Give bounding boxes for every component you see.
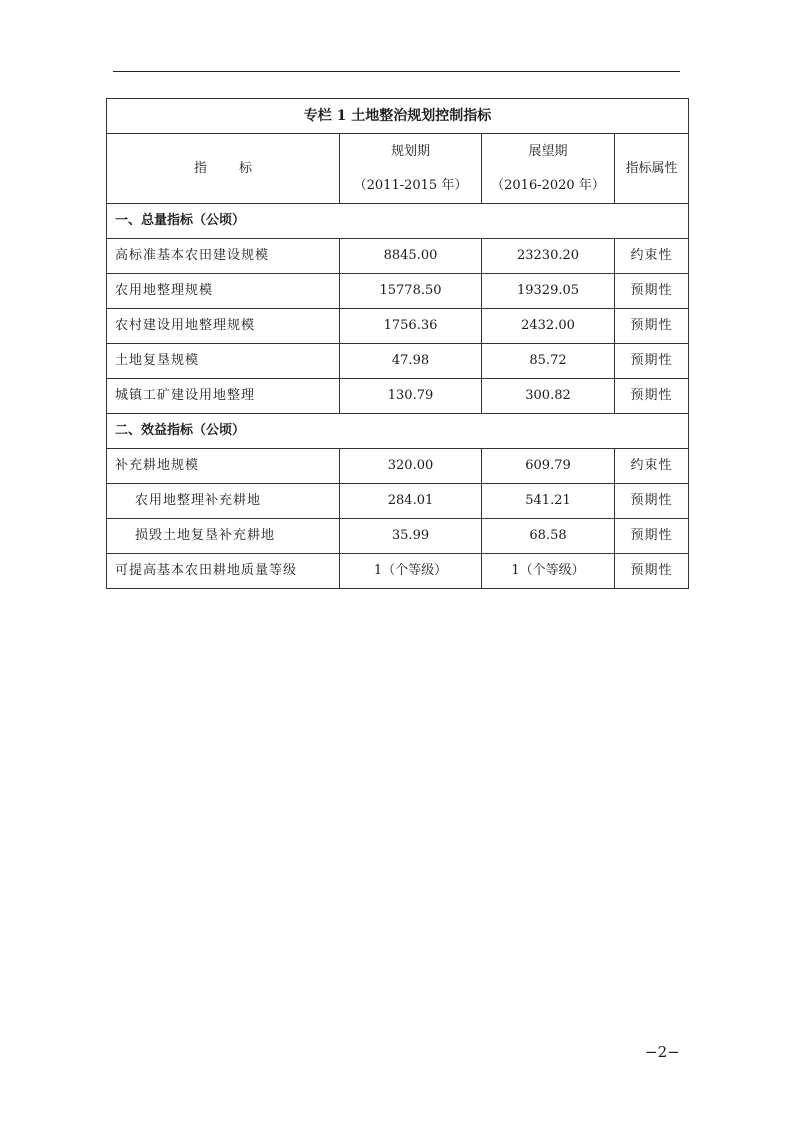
row-value-outlook: 541.21 bbox=[482, 484, 615, 519]
row-name: 农用地整理补充耕地 bbox=[107, 484, 340, 519]
table-row bbox=[107, 519, 689, 554]
header-attribute: 指标属性 bbox=[615, 134, 689, 204]
section-total-indicators: 一、总量指标（公顷） bbox=[107, 204, 689, 239]
row-value-planning: 1756.36 bbox=[340, 309, 482, 344]
row-value-planning: 130.79 bbox=[340, 379, 482, 414]
row-value-planning: 15778.50 bbox=[340, 274, 482, 309]
row-value-outlook: 23230.20 bbox=[482, 239, 615, 274]
row-name: 土地复垦规模 bbox=[107, 344, 340, 379]
row-name: 损毁土地复垦补充耕地 bbox=[107, 519, 340, 554]
row-value-planning: 1（个等级） bbox=[340, 554, 482, 589]
table-row bbox=[107, 449, 689, 484]
row-attribute: 预期性 bbox=[615, 344, 689, 379]
header-planning-period-years: （2011-2015 年） bbox=[353, 177, 468, 193]
row-attribute: 约束性 bbox=[615, 239, 689, 274]
row-value-outlook: 19329.05 bbox=[482, 274, 615, 309]
row-value-outlook: 609.79 bbox=[482, 449, 615, 484]
row-attribute: 预期性 bbox=[615, 484, 689, 519]
row-attribute: 预期性 bbox=[615, 519, 689, 554]
row-name: 农村建设用地整理规模 bbox=[107, 309, 340, 344]
row-value-outlook: 1（个等级） bbox=[482, 554, 615, 589]
table-row bbox=[107, 484, 689, 519]
row-attribute: 预期性 bbox=[615, 379, 689, 414]
table-header-row bbox=[107, 134, 689, 204]
row-value-planning: 35.99 bbox=[340, 519, 482, 554]
header-planning-period bbox=[340, 134, 482, 204]
row-value-outlook: 68.58 bbox=[482, 519, 615, 554]
table-row bbox=[107, 309, 689, 344]
page-number: −2− bbox=[645, 1043, 680, 1061]
table-row bbox=[107, 344, 689, 379]
header-outlook-period-years: （2016-2020 年） bbox=[491, 177, 605, 193]
section-benefit-indicators: 二、效益指标（公顷） bbox=[107, 414, 689, 449]
table-row bbox=[107, 274, 689, 309]
row-value-outlook: 300.82 bbox=[482, 379, 615, 414]
row-value-outlook: 85.72 bbox=[482, 344, 615, 379]
table-row bbox=[107, 239, 689, 274]
header-indicator: 指 标 bbox=[107, 134, 340, 204]
row-value-planning: 284.01 bbox=[340, 484, 482, 519]
header-outlook-period bbox=[482, 134, 615, 204]
row-name: 可提高基本农田耕地质量等级 bbox=[107, 554, 340, 589]
header-outlook-period-name: 展望期 bbox=[528, 143, 568, 159]
row-name: 农用地整理规模 bbox=[107, 274, 340, 309]
row-attribute: 预期性 bbox=[615, 309, 689, 344]
header-rule bbox=[113, 71, 680, 72]
row-value-planning: 47.98 bbox=[340, 344, 482, 379]
row-value-planning: 8845.00 bbox=[340, 239, 482, 274]
row-value-planning: 320.00 bbox=[340, 449, 482, 484]
row-attribute: 预期性 bbox=[615, 554, 689, 589]
row-value-outlook: 2432.00 bbox=[482, 309, 615, 344]
indicator-table bbox=[106, 98, 689, 589]
table-title: 专栏 1 土地整治规划控制指标 bbox=[107, 99, 689, 134]
row-name: 高标准基本农田建设规模 bbox=[107, 239, 340, 274]
header-planning-period-name: 规划期 bbox=[390, 143, 430, 159]
row-attribute: 预期性 bbox=[615, 274, 689, 309]
row-name: 城镇工矿建设用地整理 bbox=[107, 379, 340, 414]
row-attribute: 约束性 bbox=[615, 449, 689, 484]
table-row bbox=[107, 379, 689, 414]
row-name: 补充耕地规模 bbox=[107, 449, 340, 484]
table-row bbox=[107, 554, 689, 589]
